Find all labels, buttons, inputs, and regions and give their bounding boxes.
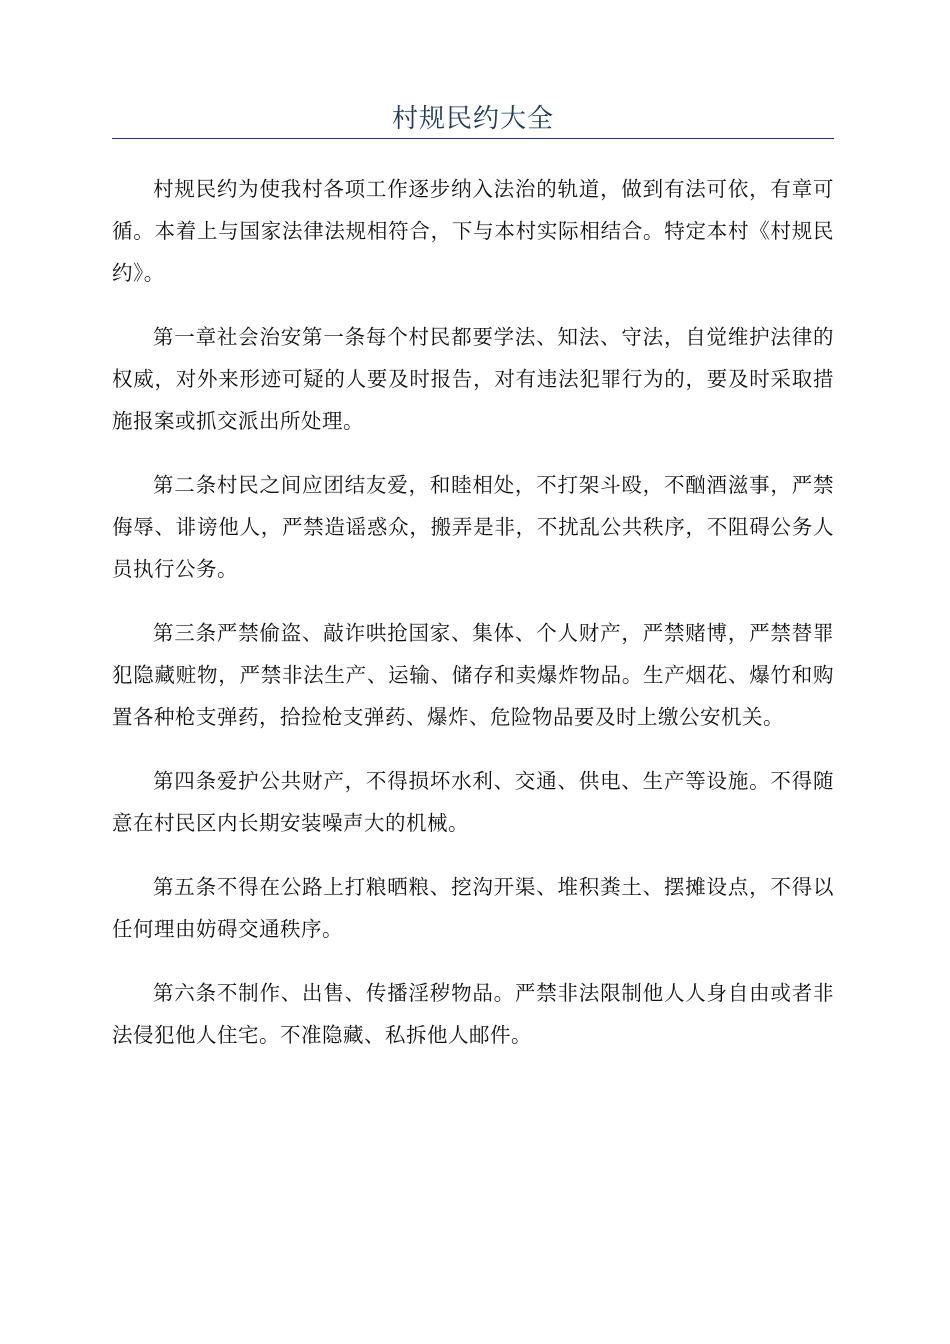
paragraph-article-1: 第一章社会治安第一条每个村民都要学法、知法、守法，自觉维护法律的权威，对外来形迹可疑的人要及时报告，对有违法犯罪行为的，要及时采取措施报案或抓交派出所处理。: [112, 325, 834, 433]
title-block: [112, 100, 834, 139]
paragraph-article-2: 第二条村民之间应团结友爱，和睦相处，不打架斗殴，不酗酒滋事，严禁侮辱、诽谤他人，严禁造谣惑众，搬弄是非，不扰乱公共秩序，不阻碍公务人员执行公务。: [112, 473, 834, 581]
paragraph-article-4: 第四条爱护公共财产，不得损坏水利、交通、供电、生产等设施。不得随意在村民区内长期安装噪声大的机械。: [112, 769, 834, 835]
paragraph-article-5: 第五条不得在公路上打粮晒粮、挖沟开渠、堆积粪土、摆摊设点，不得以任何理由妨碍交通秩序。: [112, 875, 834, 941]
document-title: 村规民约大全: [391, 104, 554, 134]
paragraph-article-6: 第六条不制作、出售、传播淫秽物品。严禁非法限制他人人身自由或者非法侵犯他人住宅。不准隐藏、私拆他人邮件。: [112, 981, 834, 1047]
paragraph-intro: 村规民约为使我村各项工作逐步纳入法治的轨道，做到有法可依，有章可循。本着上与国家法律法规相符合，下与本村实际相结合。特定本村《村规民约》。: [112, 177, 834, 285]
paragraph-article-3: 第三条严禁偷盗、敲诈哄抢国家、集体、个人财产，严禁赌博，严禁替罪犯隐藏赃物，严禁非法生产、运输、储存和卖爆炸物品。生产烟花、爆竹和购置各种枪支弹药，拾捡枪支弹药、爆炸、危险物品要及时上缴公安机关。: [112, 621, 834, 729]
document-body: [112, 168, 834, 1078]
